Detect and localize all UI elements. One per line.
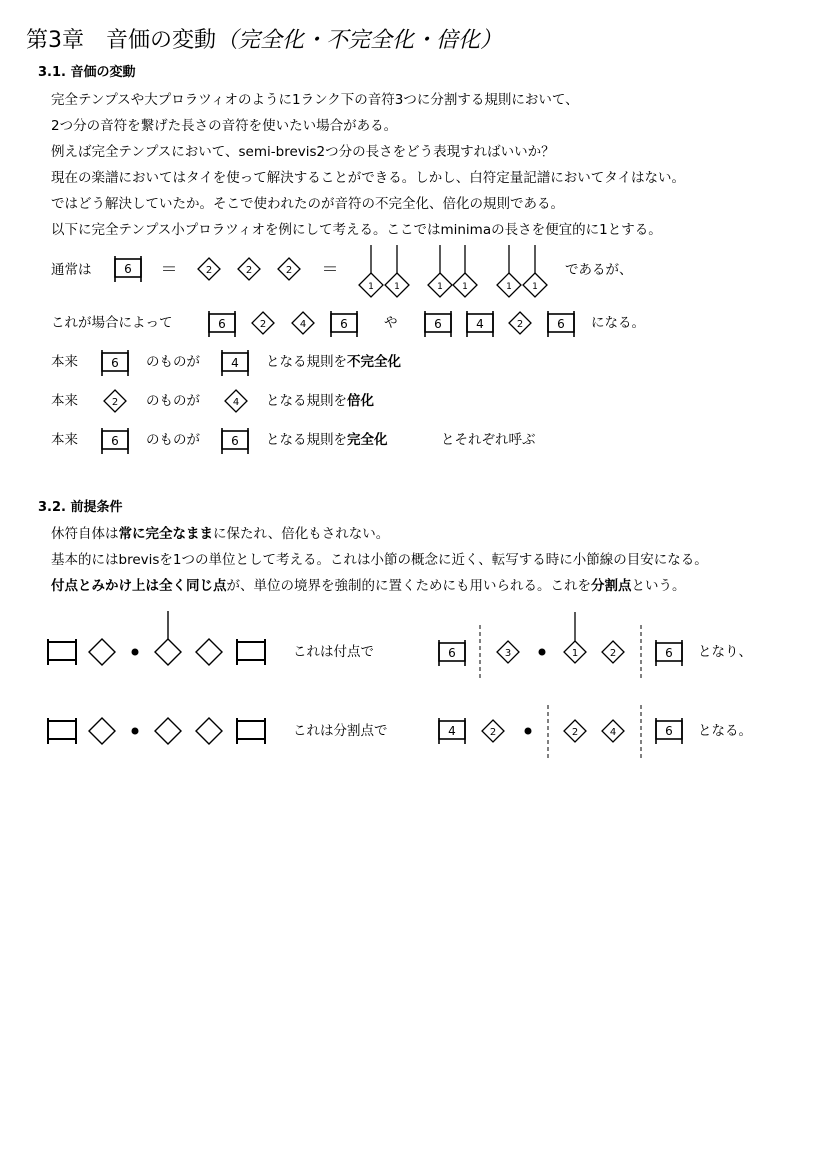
- brevis-note: [115, 256, 141, 282]
- svg-text:6: 6: [665, 724, 673, 738]
- semibrevis-note: [292, 312, 314, 334]
- brevis-note: [331, 311, 357, 337]
- svg-text:4: 4: [609, 727, 617, 738]
- term-alteration: 倍化: [347, 393, 374, 409]
- dot: [539, 649, 546, 656]
- brevis-note: [439, 640, 465, 666]
- paragraph-line: ではどう解決していたか。そこで使われたのが音符の不完全化、倍化の規則である。: [51, 196, 564, 212]
- svg-text:2: 2: [205, 265, 213, 276]
- svg-text:6: 6: [557, 317, 565, 331]
- paragraph-line: 休符自体は常に完全なままに保たれ、倍化もされない。: [51, 526, 390, 542]
- example1-label: これは付点で: [293, 644, 374, 660]
- brevis-rest-unlabeled: [48, 718, 76, 744]
- paragraph-line: 2つ分の音符を繋げた長さの音符を使いたい場合がある。: [51, 118, 398, 134]
- semibrevis-note: [509, 312, 531, 334]
- dot: [132, 728, 139, 735]
- svg-text:2: 2: [285, 265, 293, 276]
- minima-group: [497, 245, 547, 297]
- paragraph-line: 現在の楽譜においてはタイを使って解決することができる。しかし、白符定量記譜においてタイはない。: [51, 170, 685, 186]
- semibrevis-note: [497, 641, 519, 663]
- paragraph-line: 基本的にはbrevisを1つの単位として考える。これは小節の概念に近く、転写する時に小節線の目安になる。: [51, 552, 708, 568]
- example2-label: これは分割点で: [293, 723, 388, 739]
- svg-text:2: 2: [111, 397, 119, 408]
- svg-text:6: 6: [340, 317, 348, 331]
- brevis-note: [222, 350, 248, 376]
- rule-middle: のものが: [146, 393, 200, 409]
- rule-prefix: 本来: [51, 393, 78, 409]
- semibrevis-note: [155, 718, 181, 744]
- term-perfection: 完全化: [347, 432, 388, 448]
- minima-group: [428, 245, 477, 297]
- minima-note: [564, 612, 586, 663]
- brevis-note: [102, 350, 128, 376]
- semibrevis-note: [196, 639, 222, 665]
- dot: [525, 728, 532, 735]
- brevis-note: [548, 311, 574, 337]
- example2-suffix: となる。: [698, 723, 752, 739]
- minima-group: [359, 245, 409, 297]
- paragraph-line: 例えば完全テンプスにおいて、semi-brevis2つ分の長さをどう表現すればいいか？: [51, 144, 555, 160]
- paragraph-line: 完全テンプスや大プロラツィオのように1ランク下の音符3つに分割する規則において、: [51, 92, 579, 108]
- svg-text:6: 6: [111, 434, 119, 448]
- rule-middle: のものが: [146, 354, 200, 370]
- semibrevis-note: [252, 312, 274, 334]
- svg-text:4: 4: [299, 319, 307, 330]
- brevis-note: [467, 311, 493, 337]
- eq2-or: や: [384, 315, 398, 331]
- svg-text:6: 6: [665, 646, 673, 660]
- example1-suffix: となり、: [698, 644, 752, 660]
- svg-text:2: 2: [259, 319, 267, 330]
- brevis-rest-unlabeled: [237, 639, 265, 665]
- svg-text:2: 2: [571, 727, 579, 738]
- eq2-prefix: これが場合によって: [51, 315, 173, 331]
- equals-sign: ＝: [160, 260, 178, 280]
- brevis-note: [222, 428, 248, 454]
- equals-sign: ＝: [321, 260, 339, 280]
- rule-prefix: 本来: [51, 354, 78, 370]
- semibrevis-note: [602, 720, 624, 742]
- semibrevis-note: [89, 718, 115, 744]
- svg-text:2: 2: [516, 319, 524, 330]
- title-sub: （完全化・不完全化・倍化）: [216, 28, 503, 53]
- svg-text:6: 6: [448, 646, 456, 660]
- svg-text:1: 1: [437, 282, 443, 292]
- rule-middle: のものが: [146, 432, 200, 448]
- svg-text:6: 6: [111, 356, 119, 370]
- svg-text:2: 2: [609, 648, 617, 659]
- dot: [132, 649, 139, 656]
- semibrevis-note: [238, 258, 260, 280]
- semibrevis-note: [196, 718, 222, 744]
- brevis-note: [425, 311, 451, 337]
- brevis-note: [209, 311, 235, 337]
- semibrevis-note: [602, 641, 624, 663]
- svg-text:1: 1: [462, 282, 468, 292]
- rule-prefix: 本来: [51, 432, 78, 448]
- semibrevis-note: [482, 720, 504, 742]
- brevis-note: [656, 718, 682, 744]
- semibrevis-note: [278, 258, 300, 280]
- svg-text:1: 1: [532, 282, 538, 292]
- rule-statement: となる規則を完全化: [266, 432, 388, 448]
- semibrevis-note: [198, 258, 220, 280]
- term-imperfection: 不完全化: [347, 354, 401, 370]
- svg-text:6: 6: [231, 434, 239, 448]
- rule-tail: とそれぞれ呼ぶ: [441, 432, 536, 448]
- paragraph-line: 付点とみかけ上は全く同じ点が、単位の境界を強制的に置くためにも用いられる。これを分割点という。: [51, 578, 686, 594]
- eq1-suffix: であるが、: [565, 262, 633, 278]
- semibrevis-note: [89, 639, 115, 665]
- title-main: 第3章 音価の変動: [26, 28, 216, 53]
- semibrevis-note: [225, 390, 247, 412]
- rule-statement: となる規則を倍化: [266, 393, 374, 409]
- svg-text:1: 1: [368, 282, 374, 292]
- section-heading-3-1: 3.1. 音価の変動: [38, 65, 136, 80]
- eq2-suffix: になる。: [591, 315, 645, 331]
- svg-text:4: 4: [232, 397, 240, 408]
- svg-text:1: 1: [506, 282, 512, 292]
- minima-note: [155, 611, 181, 665]
- semibrevis-note: [564, 720, 586, 742]
- rule-statement: となる規則を不完全化: [266, 354, 401, 370]
- note-value: 6: [124, 262, 132, 276]
- section-heading-3-2: 3.2. 前提条件: [38, 500, 123, 515]
- eq1-prefix: 通常は: [51, 262, 92, 278]
- brevis-note: [656, 640, 682, 666]
- semibrevis-note: [104, 390, 126, 412]
- svg-text:6: 6: [434, 317, 442, 331]
- brevis-rest-unlabeled: [237, 718, 265, 744]
- svg-text:6: 6: [218, 317, 226, 331]
- svg-text:1: 1: [571, 648, 579, 659]
- svg-text:2: 2: [489, 727, 497, 738]
- svg-text:4: 4: [476, 317, 484, 331]
- paragraph-line: 以下に完全テンプス小プロラツィオを例にして考える。ここではminimaの長さを便宜的に1とする。: [51, 222, 662, 238]
- svg-text:1: 1: [394, 282, 400, 292]
- brevis-note: [439, 718, 465, 744]
- brevis-note: [102, 428, 128, 454]
- brevis-rest-unlabeled: [48, 639, 76, 665]
- svg-text:2: 2: [245, 265, 253, 276]
- svg-text:4: 4: [448, 724, 456, 738]
- svg-text:3: 3: [504, 648, 512, 659]
- svg-text:4: 4: [231, 356, 239, 370]
